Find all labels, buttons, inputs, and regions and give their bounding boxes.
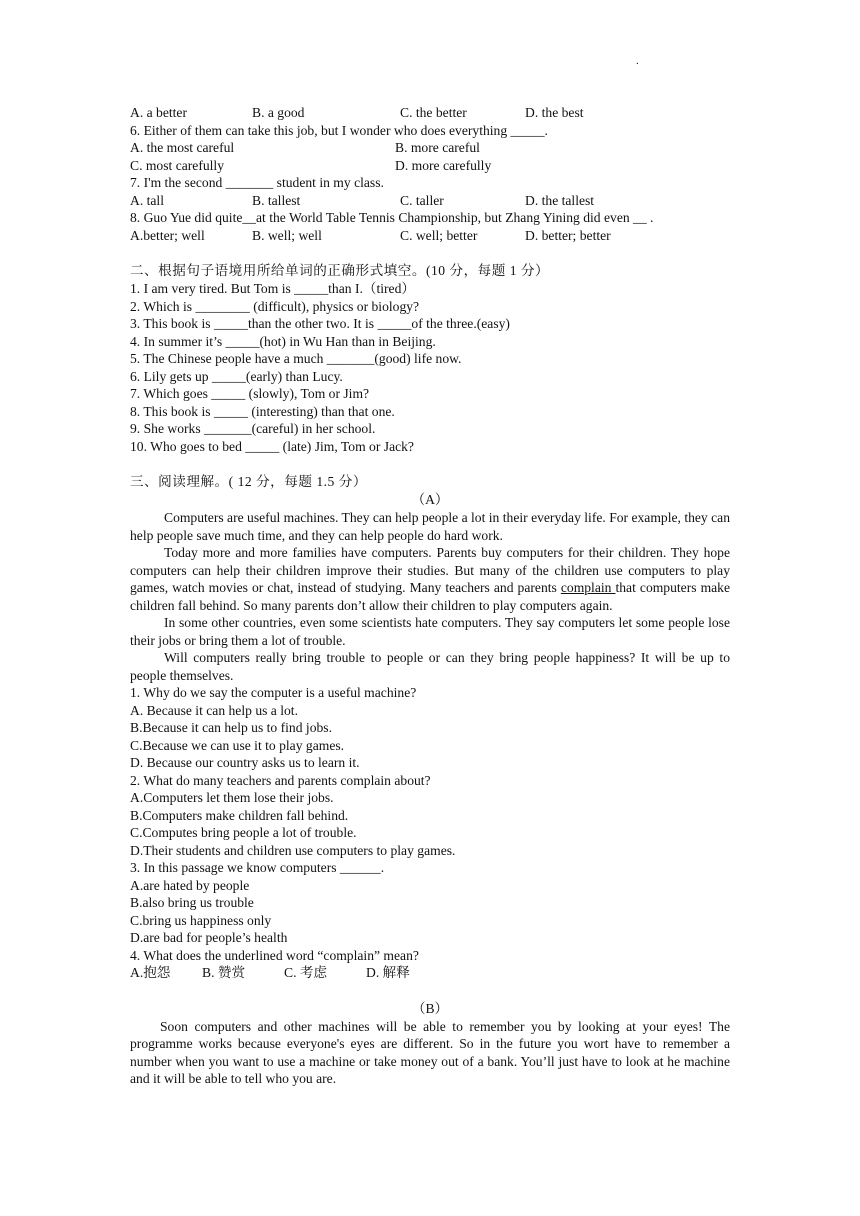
reading-q4-option-b: B. 赞赏	[202, 965, 246, 980]
q7-option-d: D. the tallest	[525, 192, 595, 208]
reading-q3-option-b: B.also bring us trouble	[130, 895, 254, 910]
reading-q1-option-d: D. Because our country asks us to learn it.	[130, 755, 360, 770]
reading-q1: 1. Why do we say the computer is a useful machine?	[130, 685, 417, 700]
q8-option-b: B. well; well	[252, 227, 322, 243]
q5-option-c: C. the better	[400, 105, 467, 120]
reading-q2-option-b: B.Computers make children fall behind.	[130, 807, 349, 823]
passage-a-p2-after: that computers make children fall behind. So many parents don’t allow their children to play computers again.	[130, 580, 731, 613]
part2-item-9: 9. She works _______(careful) in her school.	[130, 421, 376, 436]
reading-q2-option-d: D.Their students and children use computers to play games.	[130, 842, 456, 858]
reading-q4-options-row	[130, 964, 730, 982]
part2-item-7: 7. Which goes _____ (slowly), Tom or Jim?	[130, 386, 370, 401]
q5-option-d: D. the best	[525, 105, 584, 120]
q6-option-a: A. the most careful	[130, 140, 235, 155]
part2-item-2: 2. Which is ________ (difficult), physics or biology?	[130, 298, 420, 314]
q6-option-d: D. more carefully	[395, 157, 492, 173]
reading-q4-option-c: C. 考虑	[284, 965, 328, 980]
q7-options-row	[130, 192, 730, 210]
part2-item-1: 1. I am very tired. But Tom is _____than I.（tired）	[130, 281, 415, 296]
passage-a-p2-before: Today more and more families have computers. Parents buy computers for their children. They hope computers can help their children improve their studies. But many of the children use computers to play games, watch movies or chat, instead of studying. Many teachers and parents	[130, 545, 730, 595]
q8-option-a: A.better; well	[130, 227, 205, 243]
part2-item-10: 10. Who goes to bed _____ (late) Jim, Tom or Jack?	[130, 438, 414, 454]
part3-heading: 三、阅读理解。( 12 分，每题 1.5 分）	[130, 474, 367, 489]
reading-q1-option-a: A. Because it can help us a lot.	[130, 702, 298, 718]
reading-q4-option-a: A.抱怨	[130, 965, 171, 980]
part2-item-6: 6. Lily gets up _____(early) than Lucy.	[130, 368, 343, 384]
passage-a-paragraph-4: Will computers really bring trouble to people or can they bring people happiness? It will be up to people themselves.	[130, 650, 730, 683]
reading-q1-option-c: C.Because we can use it to play games.	[130, 737, 345, 753]
underlined-word-complain: complain	[560, 580, 616, 595]
q7-option-a: A. tall	[130, 192, 164, 208]
q6-option-c: C. most carefully	[130, 157, 225, 173]
q5-option-a: A. a better	[130, 105, 187, 120]
passage-b-paragraph-1: Soon computers and other machines will be able to remember you by looking at your eyes! The programme works because everyone's eyes are different. So in the future you wort have to remember a number when you want to use a machine or take money out of a bank. You’ll just have to look at he machine and it will be able to tell who you are.	[130, 1018, 730, 1086]
part2-item-8: 8. This book is _____ (interesting) than that one.	[130, 403, 395, 419]
part2-item-5: 5. The Chinese people have a much _______(good) life now.	[130, 351, 462, 366]
reading-q1-option-b: B.Because it can help us to find jobs.	[130, 720, 332, 735]
part2-item-3: 3. This book is _____than the other two. It is _____of the three.(easy)	[130, 316, 510, 331]
reading-q2-option-a: A.Computers let them lose their jobs.	[130, 790, 334, 805]
passage-a-label: （A）	[411, 492, 449, 507]
worksheet-page	[130, 104, 730, 1088]
reading-q4-option-d: D. 解释	[366, 965, 410, 980]
reading-q3-option-d: D.are bad for people’s health	[130, 930, 288, 945]
q8-option-d: D. better; better	[525, 227, 611, 243]
passage-a-paragraph-3: In some other countries, even some scientists hate computers. They say computers let some people lose their jobs or bring them a lot of trouble.	[130, 615, 730, 648]
part2-heading: 二、根据句子语境用所给单词的正确形式填空。(10 分，每题 1 分）	[130, 263, 550, 278]
passage-a-paragraph-2	[130, 544, 730, 614]
reading-q3-option-c: C.bring us happiness only	[130, 912, 272, 928]
reading-q3: 3. In this passage we know computers ______.	[130, 860, 385, 875]
reading-q4: 4. What does the underlined word “complain” mean?	[130, 947, 419, 963]
q6-options-row-1	[130, 139, 730, 157]
passage-a-paragraph-1: Computers are useful machines. They can help people a lot in their everyday life. For example, they can help people save much time, and they can help people do hard work.	[130, 510, 730, 543]
q5-option-b: B. a good	[252, 105, 305, 120]
q8-options-row	[130, 227, 730, 245]
reading-q2-option-c: C.Computes bring people a lot of trouble.	[130, 825, 357, 840]
q6-text: 6. Either of them can take this job, but I wonder who does everything _____.	[130, 122, 548, 138]
q8-option-c: C. well; better	[400, 227, 478, 243]
q7-option-c: C. taller	[400, 192, 444, 208]
q7-text: 7. I'm the second _______ student in my class.	[130, 175, 384, 190]
q7-option-b: B. tallest	[252, 192, 301, 208]
q6-option-b: B. more careful	[395, 140, 480, 155]
q5-options-row	[130, 104, 730, 122]
reading-q3-option-a: A.are hated by people	[130, 877, 250, 893]
q6-options-row-2	[130, 157, 730, 175]
passage-b-label: （B）	[411, 1000, 449, 1016]
q8-text: 8. Guo Yue did quite__at the World Table Tennis Championship, but Zhang Yining did even __ .	[130, 210, 654, 225]
part2-item-4: 4. In summer it’s _____(hot) in Wu Han than in Beijing.	[130, 333, 436, 349]
reading-q2: 2. What do many teachers and parents complain about?	[130, 772, 431, 788]
header-mark: .	[636, 55, 639, 67]
